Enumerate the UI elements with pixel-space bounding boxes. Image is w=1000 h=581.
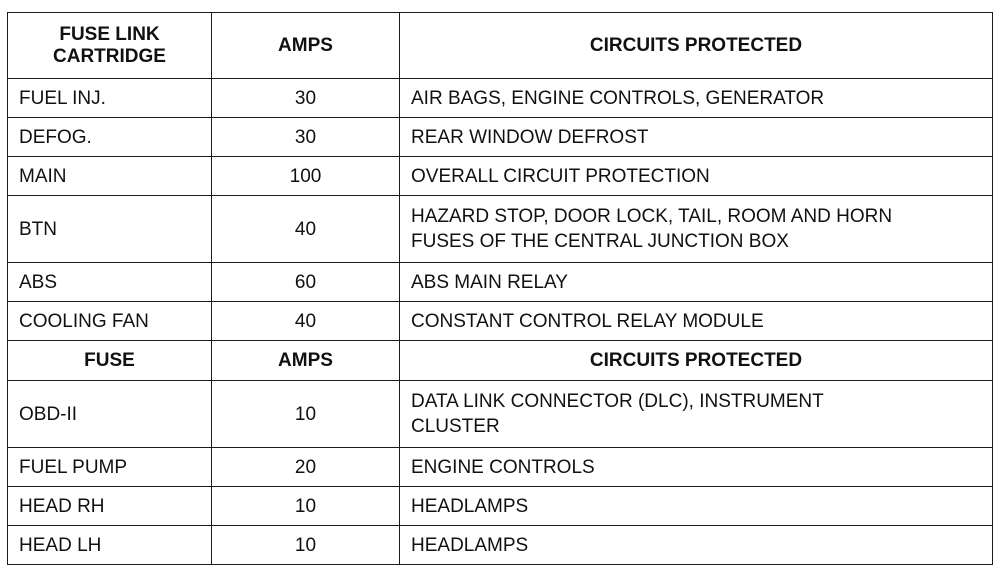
fuse-name: COOLING FAN bbox=[8, 302, 212, 341]
fuse-name: HEAD LH bbox=[8, 526, 212, 565]
fuse-name: DEFOG. bbox=[8, 118, 212, 157]
fuse-link-cartridge-header: FUSE LINK CARTRIDGE bbox=[8, 13, 212, 79]
amps-value: 20 bbox=[212, 448, 400, 487]
table-row bbox=[8, 381, 993, 448]
circuits-protected: HEADLAMPS bbox=[400, 526, 993, 565]
amps-value: 40 bbox=[212, 302, 400, 341]
amps-header: AMPS bbox=[212, 341, 400, 381]
fuse-name: MAIN bbox=[8, 157, 212, 196]
amps-value: 40 bbox=[212, 196, 400, 263]
table-row bbox=[8, 157, 993, 196]
amps-value: 100 bbox=[212, 157, 400, 196]
fuse-header-row bbox=[8, 341, 993, 381]
fuse-name: FUEL PUMP bbox=[8, 448, 212, 487]
circuits-protected: REAR WINDOW DEFROST bbox=[400, 118, 993, 157]
amps-value: 10 bbox=[212, 487, 400, 526]
circuits-protected: OVERALL CIRCUIT PROTECTION bbox=[400, 157, 993, 196]
fuse-link-header-row bbox=[8, 13, 993, 79]
fuse-header: FUSE bbox=[8, 341, 212, 381]
amps-value: 30 bbox=[212, 79, 400, 118]
table-row bbox=[8, 196, 993, 263]
circuits-protected: DATA LINK CONNECTOR (DLC), INSTRUMENT CLUSTER bbox=[400, 381, 993, 448]
fuse-name: OBD-II bbox=[8, 381, 212, 448]
amps-header: AMPS bbox=[212, 13, 400, 79]
amps-value: 10 bbox=[212, 381, 400, 448]
fuse-name: ABS bbox=[8, 263, 212, 302]
table-row bbox=[8, 302, 993, 341]
circuits-protected: AIR BAGS, ENGINE CONTROLS, GENERATOR bbox=[400, 79, 993, 118]
table-row bbox=[8, 263, 993, 302]
circuits-protected: HAZARD STOP, DOOR LOCK, TAIL, ROOM AND HORN FUSES OF THE CENTRAL JUNCTION BOX bbox=[400, 196, 993, 263]
circuits-protected: HEADLAMPS bbox=[400, 487, 993, 526]
amps-value: 10 bbox=[212, 526, 400, 565]
amps-value: 30 bbox=[212, 118, 400, 157]
circuits-protected-header: CIRCUITS PROTECTED bbox=[400, 341, 993, 381]
table-row bbox=[8, 487, 993, 526]
circuits-protected: ABS MAIN RELAY bbox=[400, 263, 993, 302]
table-row bbox=[8, 79, 993, 118]
fuse-name: BTN bbox=[8, 196, 212, 263]
fuse-specification-table bbox=[7, 12, 993, 565]
fuse-name: HEAD RH bbox=[8, 487, 212, 526]
circuits-protected: CONSTANT CONTROL RELAY MODULE bbox=[400, 302, 993, 341]
circuits-protected: ENGINE CONTROLS bbox=[400, 448, 993, 487]
circuits-protected-header: CIRCUITS PROTECTED bbox=[400, 13, 993, 79]
fuse-name: FUEL INJ. bbox=[8, 79, 212, 118]
table-row bbox=[8, 526, 993, 565]
amps-value: 60 bbox=[212, 263, 400, 302]
table-row bbox=[8, 118, 993, 157]
table-row bbox=[8, 448, 993, 487]
